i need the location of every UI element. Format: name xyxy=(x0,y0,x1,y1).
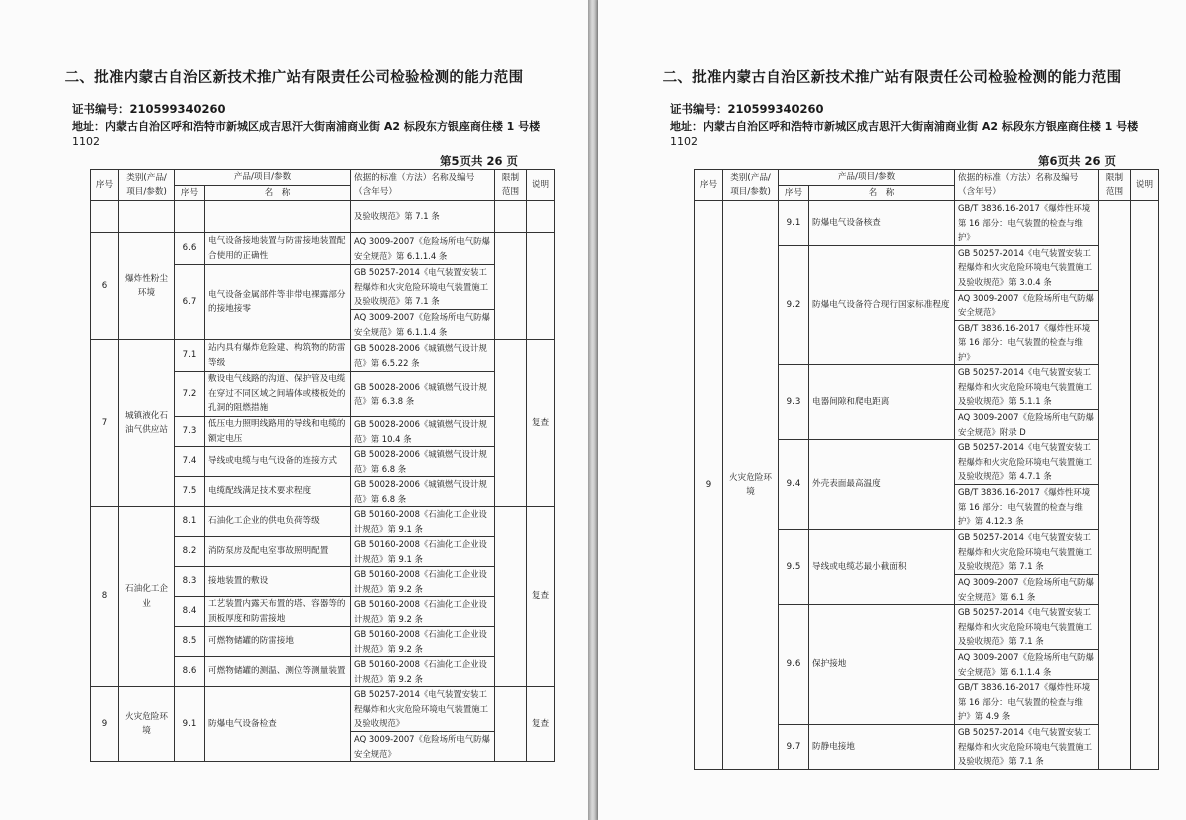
header-standard: 依据的标准（方法）名称及编号（含年号） xyxy=(955,170,1099,201)
group-category: 火灾危险环境 xyxy=(119,687,175,762)
page-number: 第5页共 26 页 xyxy=(439,154,518,168)
group-category: 爆炸性粉尘环境 xyxy=(119,233,175,340)
page-number: 第6页共 26 页 xyxy=(1037,154,1116,168)
item-seq: 7.4 xyxy=(175,447,205,477)
header-seq: 序号 xyxy=(695,170,723,201)
table-row xyxy=(695,201,1159,246)
standard-cell: GB/T 3836.16-2017《爆炸性环境第 16 部分：电气装置的检查与维护》 xyxy=(955,320,1099,365)
item-name: 可燃物储罐的防雷接地 xyxy=(205,627,351,657)
note-recheck: 复查 xyxy=(527,507,555,687)
item-name: 防爆电气设备检查 xyxy=(205,687,351,762)
standard-cell: GB/T 3836.16-2017《爆炸性环境第 16 部分：电气装置的检查与维护》第 4.12.3 条 xyxy=(955,485,1099,530)
standard-cell: 及验收规范》第 7.1 条 xyxy=(351,201,495,233)
table-row xyxy=(91,340,555,372)
item-seq: 8.1 xyxy=(175,507,205,537)
item-seq: 9.4 xyxy=(779,440,809,530)
header-standard: 依据的标准（方法）名称及编号（含年号） xyxy=(351,170,495,201)
group-seq: 9 xyxy=(695,201,723,770)
group-seq: 9 xyxy=(91,687,119,762)
standard-cell: AQ 3009-2007《危险场所电气防爆安全规范》附录 D xyxy=(955,410,1099,440)
item-seq: 9.1 xyxy=(779,201,809,246)
group-seq: 7 xyxy=(91,340,119,507)
address-line-1: 地址：内蒙古自治区呼和浩特市新城区成吉思汗大街南浦商业街 A2 标段东方银座商住楼 1 号楼 xyxy=(670,120,1139,133)
address xyxy=(72,119,560,149)
table-row xyxy=(91,201,555,233)
header-sub-seq: 序号 xyxy=(175,185,205,201)
standard-cell: AQ 3009-2007《危险场所电气防爆安全规范》 xyxy=(955,290,1099,320)
standard-cell: GB 50257-2014《电气装置安装工程爆炸和火灾危险环境电气装置施工及验收规范》第 4.7.1 条 xyxy=(955,440,1099,485)
standard-cell: GB 50257-2014《电气装置安装工程爆炸和火灾危险环境电气装置施工及验收规范》第 7.1 条 xyxy=(955,530,1099,575)
item-name: 接地装置的敷设 xyxy=(205,567,351,597)
standard-cell: GB/T 3836.16-2017《爆炸性环境第 16 部分：电气装置的检查与维护》 xyxy=(955,201,1099,246)
item-name: 石油化工企业的供电负荷等级 xyxy=(205,507,351,537)
header-category: 类别(产品/项目/参数) xyxy=(723,170,779,201)
item-seq: 9.7 xyxy=(779,725,809,770)
standard-cell: AQ 3009-2007《危险场所电气防爆安全规范》第 6.1.1.4 条 xyxy=(351,310,495,340)
item-seq: 8.3 xyxy=(175,567,205,597)
note-recheck: 复查 xyxy=(527,340,555,507)
standard-cell: GB 50160-2008《石油化工企业设计规范》第 9.2 条 xyxy=(351,657,495,687)
standard-cell: GB 50257-2014《电气装置安装工程爆炸和火灾危险环境电气装置施工及验收规范》第 7.1 条 xyxy=(955,605,1099,650)
item-seq: 8.4 xyxy=(175,597,205,627)
group-category: 城镇液化石油气供应站 xyxy=(119,340,175,507)
item-seq: 9.5 xyxy=(779,530,809,605)
item-seq: 6.6 xyxy=(175,233,205,265)
standard-cell: GB 50028-2006《城镇燃气设计规范》第 10.4 条 xyxy=(351,417,495,447)
note-recheck: 复查 xyxy=(527,687,555,762)
item-seq: 9.3 xyxy=(779,365,809,440)
header-limit: 限制范围 xyxy=(495,170,527,201)
page-title: 二、批准内蒙古自治区新技术推广站有限责任公司检验检测的能力范围 xyxy=(662,70,1122,86)
table-row xyxy=(91,233,555,265)
standard-cell: GB 50257-2014《电气装置安装工程爆炸和火灾危险环境电气装置施工及验收规范》 xyxy=(351,687,495,732)
item-name: 电器间隙和爬电距离 xyxy=(809,365,955,440)
standard-cell: GB 50257-2014《电气装置安装工程爆炸和火灾危险环境电气装置施工及验收规范》第 5.1.1 条 xyxy=(955,365,1099,410)
item-seq: 8.5 xyxy=(175,627,205,657)
address-line-2: 1102 xyxy=(670,135,698,148)
header-product: 产品/项目/参数 xyxy=(779,170,955,186)
standard-cell: GB 50028-2006《城镇燃气设计规范》第 6.3.8 条 xyxy=(351,372,495,417)
header-sub-seq: 序号 xyxy=(779,185,809,201)
table-row xyxy=(91,507,555,537)
item-name: 电气设备接地装置与防雷接地装置配合使用的正确性 xyxy=(205,233,351,265)
standard-cell: GB 50028-2006《城镇燃气设计规范》第 6.8 条 xyxy=(351,447,495,477)
certificate-number: 证书编号：210599340260 xyxy=(670,102,824,116)
item-name: 防爆电气设备符合现行国家标准程度 xyxy=(809,245,955,365)
standard-cell: GB 50257-2014《电气装置安装工程爆炸和火灾危险环境电气装置施工及验收规范》第 7.1 条 xyxy=(955,725,1099,770)
standard-cell: GB 50160-2008《石油化工企业设计规范》第 9.2 条 xyxy=(351,627,495,657)
header-note: 说明 xyxy=(527,170,555,201)
item-seq: 9.1 xyxy=(175,687,205,762)
group-category: 石油化工企业 xyxy=(119,507,175,687)
standard-cell: AQ 3009-2007《危险场所电气防爆安全规范》第 6.1.1.4 条 xyxy=(351,233,495,265)
standard-cell: GB 50028-2006《城镇燃气设计规范》第 6.5.22 条 xyxy=(351,340,495,372)
item-name: 外壳表面最高温度 xyxy=(809,440,955,530)
capability-table xyxy=(694,169,1159,770)
capability-table xyxy=(90,169,555,762)
item-seq: 7.3 xyxy=(175,417,205,447)
address-line-2: 1102 xyxy=(72,135,100,148)
certificate-number: 证书编号：210599340260 xyxy=(72,102,226,116)
item-name: 导线或电缆与电气设备的连接方式 xyxy=(205,447,351,477)
header-product: 产品/项目/参数 xyxy=(175,170,351,186)
table-row xyxy=(91,687,555,732)
item-name: 防爆电气设备核查 xyxy=(809,201,955,246)
header-seq: 序号 xyxy=(91,170,119,201)
item-seq: 9.6 xyxy=(779,605,809,725)
header-name: 名 称 xyxy=(809,185,955,201)
item-name: 工艺装置内露天布置的塔、容器等的顶板厚度和防雷接地 xyxy=(205,597,351,627)
item-name: 站内具有爆炸危险建、构筑物的防雷等级 xyxy=(205,340,351,372)
page-title: 二、批准内蒙古自治区新技术推广站有限责任公司检验检测的能力范围 xyxy=(64,70,524,86)
item-seq: 8.2 xyxy=(175,537,205,567)
item-name: 低压电力照明线路用的导线和电缆的额定电压 xyxy=(205,417,351,447)
standard-cell: GB 50160-2008《石油化工企业设计规范》第 9.1 条 xyxy=(351,537,495,567)
item-name: 可燃物储罐的测温、测位等测量装置 xyxy=(205,657,351,687)
item-seq: 6.7 xyxy=(175,265,205,340)
standard-cell: AQ 3009-2007《危险场所电气防爆安全规范》 xyxy=(351,732,495,762)
header-note: 说明 xyxy=(1131,170,1159,201)
left-page xyxy=(0,0,588,820)
standard-cell: GB 50257-2014《电气装置安装工程爆炸和火灾危险环境电气装置施工及验收规范》第 3.0.4 条 xyxy=(955,245,1099,290)
item-name: 导线或电缆芯最小截面积 xyxy=(809,530,955,605)
group-seq: 6 xyxy=(91,233,119,340)
standard-cell: AQ 3009-2007《危险场所电气防爆安全规范》第 6.1 条 xyxy=(955,575,1099,605)
item-seq: 7.2 xyxy=(175,372,205,417)
page-gutter xyxy=(588,0,598,820)
standard-cell: AQ 3009-2007《危险场所电气防爆安全规范》第 6.1.1.4 条 xyxy=(955,650,1099,680)
standard-cell: GB 50160-2008《石油化工企业设计规范》第 9.1 条 xyxy=(351,507,495,537)
item-name: 敷设电气线路的沟道、保护管及电缆在穿过不同区域之间墙体或楼板处的孔洞的阻燃措施 xyxy=(205,372,351,417)
item-seq: 9.2 xyxy=(779,245,809,365)
standard-cell: GB/T 3836.16-2017《爆炸性环境第 16 部分：电气装置的检查与维护》第 4.9 条 xyxy=(955,680,1099,725)
header-limit: 限制范围 xyxy=(1099,170,1131,201)
item-name: 保护接地 xyxy=(809,605,955,725)
item-name: 电气设备金属部件等非带电裸露部分的接地接零 xyxy=(205,265,351,340)
item-seq: 7.1 xyxy=(175,340,205,372)
group-category: 火灾危险环境 xyxy=(723,201,779,770)
standard-cell: GB 50160-2008《石油化工企业设计规范》第 9.2 条 xyxy=(351,567,495,597)
item-name: 防静电接地 xyxy=(809,725,955,770)
standard-cell: GB 50257-2014《电气装置安装工程爆炸和火灾危险环境电气装置施工及验收规范》第 7.1 条 xyxy=(351,265,495,310)
address-line-1: 地址：内蒙古自治区呼和浩特市新城区成吉思汗大街南浦商业街 A2 标段东方银座商住楼 1 号楼 xyxy=(72,120,541,133)
item-name: 消防泵房及配电室事故照明配置 xyxy=(205,537,351,567)
standard-cell: GB 50028-2006《城镇燃气设计规范》第 6.8 条 xyxy=(351,477,495,507)
address xyxy=(670,119,1158,149)
item-seq: 8.6 xyxy=(175,657,205,687)
right-page xyxy=(598,0,1186,820)
group-seq: 8 xyxy=(91,507,119,687)
item-seq: 7.5 xyxy=(175,477,205,507)
item-name: 电缆配线满足技术要求程度 xyxy=(205,477,351,507)
header-name: 名 称 xyxy=(205,185,351,201)
standard-cell: GB 50160-2008《石油化工企业设计规范》第 9.2 条 xyxy=(351,597,495,627)
header-category: 类别(产品/项目/参数) xyxy=(119,170,175,201)
